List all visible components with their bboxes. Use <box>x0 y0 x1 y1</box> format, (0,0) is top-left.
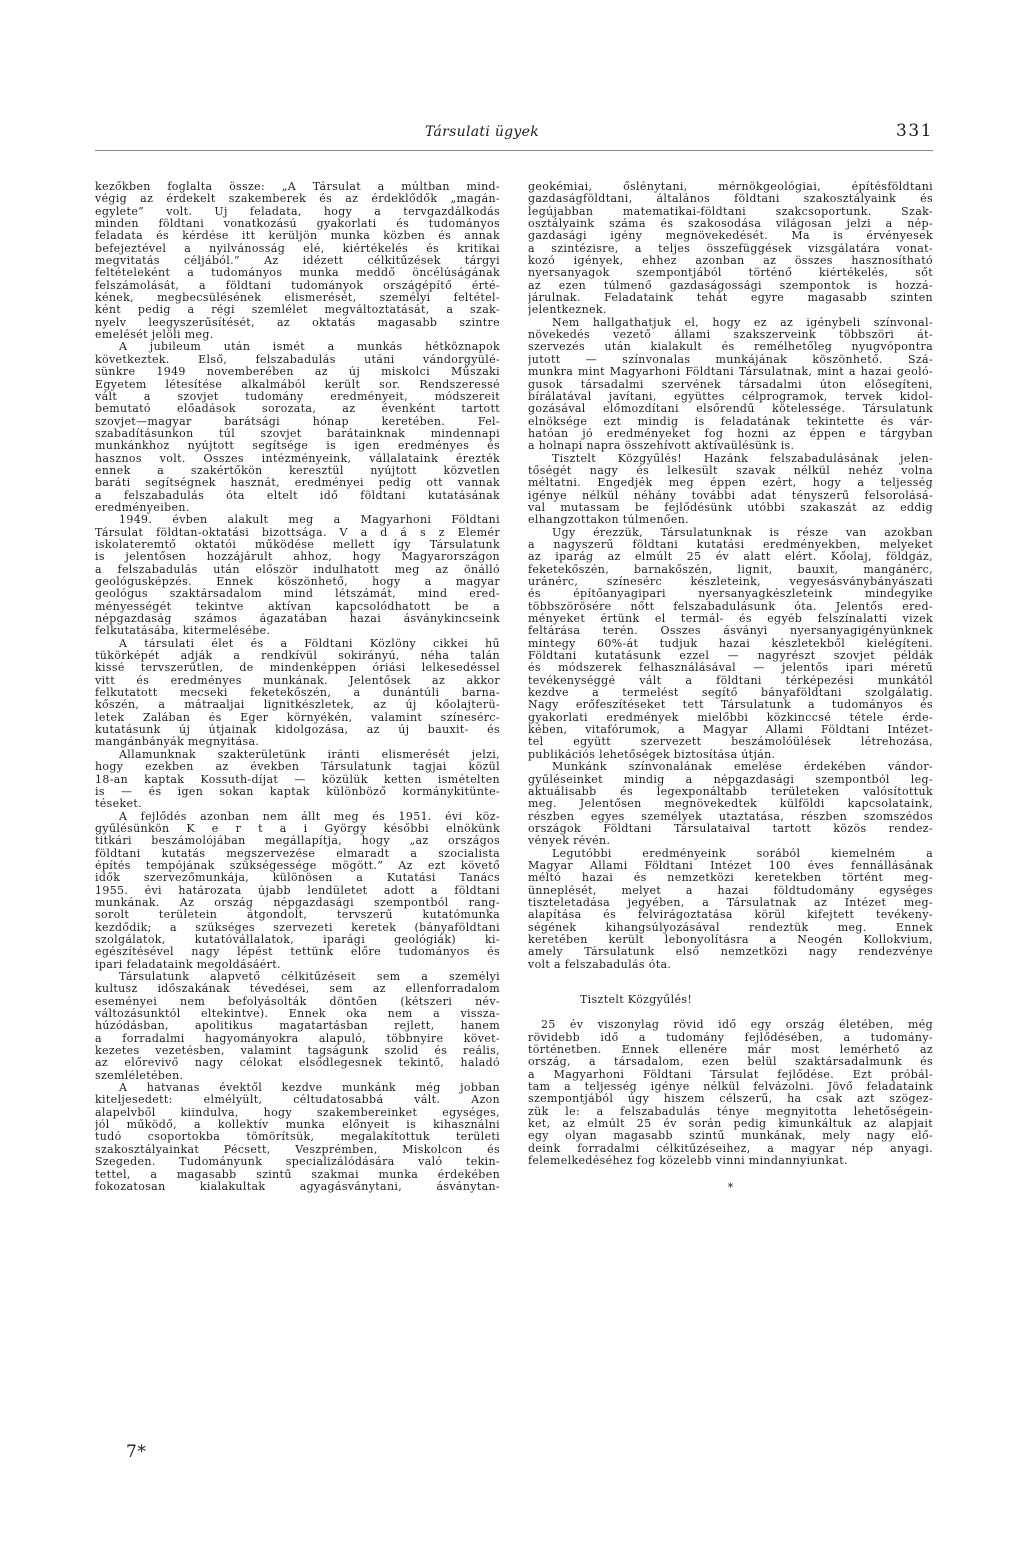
page-number: 331 <box>896 121 933 141</box>
text-line: Nem hallgathatjuk el, hogy ez az igénybeli színvonal- <box>552 316 933 329</box>
text-line: következtek. Első, felszabadulás utáni vándorgyülé- <box>95 353 500 366</box>
text-line: a forradalmi hagyományokra alapuló, többnyire követ- <box>95 1032 500 1045</box>
paragraph <box>95 811 500 971</box>
text-line: kezőkben foglalta össze: „A Társulat a múltban mind- <box>95 181 500 193</box>
text-line: Államunknak szakterületünk iránti elismerését jelzi, <box>119 748 500 761</box>
end-asterisk: * <box>727 1181 734 1195</box>
text-line: letek Zalában és Eger környékén, valamint színesérc- <box>95 711 500 724</box>
text-line: gyűlésünkön K e r t a i György későbbi elnökünk <box>95 822 500 835</box>
text-line: gazdaságföldtani, általános földtani szakosztályaink és <box>528 193 933 206</box>
text-line: felkutatásába, kitermelésébe. <box>95 625 271 638</box>
text-line: részben egyes személyek utaztatása, részben szomszédos <box>528 810 933 823</box>
text-line: kissé tervszerűtlen, de mindenképpen óriási lelkesedéssel <box>95 662 500 675</box>
text-line: geokémiai, őslénytani, mérnökgeológiai, építésföldtani <box>528 181 933 193</box>
text-line: munkra mint Magyarhoni Földtani Társulatnak, mint a hazai geoló- <box>528 366 933 379</box>
text-line: feladata és kérdése itt kerüljön munka közben és annak <box>95 230 500 243</box>
text-line: 25 év viszonylag rövid idő egy ország életében, még <box>541 1019 933 1032</box>
running-title: Társulati ügyek <box>424 124 540 140</box>
text-line: az iparág az elmúlt 25 év alatt elért. Kőolaj, földgáz, <box>528 551 933 564</box>
text-line: a felszabadulás óta eltelt idő földtani kutatásának <box>95 489 500 502</box>
header-rule <box>95 150 933 151</box>
right-column-body <box>528 181 933 971</box>
text-line: földtani kutatás megszervezése elmaradt a szocialista <box>95 847 500 860</box>
text-line: Magyar Állami Földtani Intézet 100 éves fennállásának <box>528 859 933 872</box>
text-line: hasznos volt. Összes intézményeink, vállalataink érezték <box>95 452 500 465</box>
text-line: Legutóbbi eredményeink sorából kiemelném a <box>552 847 933 860</box>
text-line: munkánkhoz nyújtott segítsége is igen eredményes és <box>95 440 500 453</box>
text-line: elnöksége ezt mindig is feladatának tekintette és vár- <box>528 415 933 428</box>
text-line: feltételeként a tudományos munka meddő öncélúságának <box>95 267 500 280</box>
text-line: az előrevivő nagy célokat elsődlegesnek tekintő, haladó <box>95 1057 500 1070</box>
text-line: a felszabadulás után először indulhatott meg az önálló <box>95 563 500 576</box>
text-line: igénye nélkül néhány további adat tényszerű felsorolásá- <box>528 489 933 502</box>
paragraph <box>528 848 933 971</box>
text-line: jól működő, a kollektív munka előnyeit is kihasználni <box>95 1119 500 1132</box>
text-line: alapelvből kiindulva, hogy szakembereinket egységes, <box>95 1106 500 1119</box>
text-line: mangánbányák megnyitása. <box>95 736 260 749</box>
text-line: bírálatával javítani, együttes célprogramok, tervek kidol- <box>528 390 933 403</box>
text-line: ket, az elmúlt 25 év során pedig kimunkáltuk az alapjait <box>528 1118 933 1131</box>
text-line: a szintézisre, a teljes összefüggések vizsgálatára vonat- <box>528 242 933 255</box>
paragraph <box>528 761 933 847</box>
text-line: ként pedig a régi szemlélet megváltoztatását, a szak- <box>95 304 500 317</box>
text-line: kezdve a termelést segítő bányaföldtani szolgálatig. <box>528 687 933 700</box>
paragraph <box>95 971 500 1082</box>
text-line: baráti segítségnek hasznát, eredményei pedig ott vannak <box>95 477 500 490</box>
text-line: szovjet—magyar barátsági hónap keretében. Fel- <box>95 415 500 428</box>
text-line: gozásával előmozdítani elsőrendű kötelessége. Társulatunk <box>528 403 933 416</box>
text-line: ipari feladataink megoldásáért. <box>95 958 281 971</box>
text-line: A fejlődés azonban nem állt meg és 1951. évi köz- <box>119 810 500 823</box>
text-line: Szegeden. Tudományunk specializálódására való tekin- <box>95 1156 500 1169</box>
text-line: minden földtani vonatkozású gyakorlati és tudományos <box>95 218 500 231</box>
right-column <box>528 181 933 1195</box>
paragraph <box>95 638 500 749</box>
text-line: országok Földtani Társulataival tartott közös rendez- <box>528 822 933 835</box>
paragraph <box>528 453 933 527</box>
text-line: méltatni. Engedjék meg éppen ezért, hogy a teljesség <box>528 477 933 490</box>
text-line: iskolateremtő oktatói működése mellett így Társulatunk <box>95 538 500 551</box>
section-heading: Tisztelt Közgyűlés! <box>580 993 693 1006</box>
text-line: tükörképét adják a rendkívül sokirányú, néha talán <box>95 650 500 663</box>
text-line: zük le: a felszabadulás ténye megnyitotta lehetőségein- <box>528 1105 933 1118</box>
text-line: egy olyan magasabb szintű munkának, mely nagy elő- <box>528 1130 933 1143</box>
text-line: felszámolását, a földtani tudományok országépítő érté- <box>95 279 500 292</box>
text-line: Munkánk színvonalának emelése érdekében vándor- <box>552 761 933 774</box>
text-line: tam a teljesség igénye nélkül felvázolni. Jövő feladataink <box>528 1081 933 1094</box>
text-line: Tisztelt Közgyűlés! Hazánk felszabadulásának jelen- <box>552 452 933 465</box>
text-line: feketekőszén, barnakőszén, lignit, bauxit, mangánérc, <box>528 563 933 576</box>
text-line: felkutatott mecseki feketekőszén, a dunántúli barna- <box>95 687 500 700</box>
text-line: növekedés vezető állami szakszerveink többszöri át- <box>528 329 933 342</box>
closing-section <box>528 1019 933 1167</box>
text-line: bemutató előadások sorozata, az évenként tartott <box>95 403 500 416</box>
text-line: titkári beszámolójában megállapítja, hogy „az országos <box>95 835 500 848</box>
text-line: meg. Jelentősen megnövekedtek külföldi kapcsolataink, <box>528 798 933 811</box>
text-line: szakosztályainkat Pécsett, Veszprémben, Miskolcon és <box>95 1143 500 1156</box>
text-line: szervezés után kialakult és remélhetőleg nyugvópontra <box>528 341 933 354</box>
text-line: kiteljesedett: elmélyült, céltudatosabbá vált. Azon <box>95 1094 500 1107</box>
text-line: ségének kihangsúlyozásával rendeztük meg. Ennek <box>528 921 933 934</box>
paragraph <box>528 527 933 762</box>
text-line: 1955. évi határozata újabb lendületet adott a földtani <box>95 884 500 897</box>
text-line: sünkre 1949 novemberében az új miskolci Műszaki <box>95 366 500 379</box>
text-line: A hatvanas évektől kezdve munkánk még jobban <box>119 1082 500 1095</box>
text-line: vált a szovjet tudomány eredményeit, módszereit <box>95 390 500 403</box>
text-line: szabadításunkon túl szovjet barátainknak mindennapi <box>95 427 500 440</box>
footer-signature-mark: 7* <box>126 1442 147 1462</box>
text-line: publikációs lehetőségek biztosítása útján. <box>528 748 776 761</box>
text-line: legújabban matematikai-földtani szakcsoportunk. Szak- <box>528 205 933 218</box>
text-line: ünneplését, melyet a hazai földtudomány egységes <box>528 884 933 897</box>
text-line: A társulati élet és a Földtani Közlöny cikkei hű <box>119 637 500 650</box>
text-line: tudó csoportokba tömörítsük, megalakítottuk területi <box>95 1131 500 1144</box>
text-line: sorolt területein átgondolt, tervszerű kutatómunka <box>95 909 500 922</box>
text-line: amely Társulatunk első nemzetközi nagy rendezvénye <box>528 946 933 959</box>
text-line: uránérc, színesérc készleteink, vegyesásványbányászati <box>528 576 933 588</box>
text-line: a holnapi napra összehívott aktívaülésünk is. <box>528 440 795 453</box>
text-line: építés tempójának szükségessége mögött.” Az ezt követő <box>95 859 500 872</box>
text-line: gyűléseinket mindig a népgazdasági szempontból leg- <box>528 773 933 786</box>
text-line: volt a felszabadulás óta. <box>528 958 672 971</box>
text-line: tel együtt szervezett beszámolóülések létrehozása, <box>528 736 933 749</box>
text-line: járulnak. Feladataink tehát egyre magasabb szinten <box>528 292 933 305</box>
text-line: szempontjából úgy hiszem célszerű, ha csak azt szögez- <box>528 1093 933 1106</box>
text-line: Úgy érezzük, Társulatunknak is része van azokban <box>552 526 933 539</box>
text-line: Társulat földtan-oktatási bizottsága. V a d á s z Elemér <box>95 526 500 539</box>
text-line: fokozatosan kialakultak agyagásványtani, ásványtan- <box>95 1180 500 1193</box>
text-line: és módszerek felhasználásával — jelentős ipari méretű <box>528 662 933 675</box>
text-line: megvitatás céljából.” Az idézett célkitűzések tárgyi <box>95 255 500 268</box>
text-line: gazdasági igény megnövekedését. Ma is érvényesek <box>528 230 933 243</box>
text-line: osztályaink száma és szakosodása világosan jelzi a nép- <box>528 218 933 231</box>
text-line: kőszén, a mátraaljai lignitkészletek, az új kőolajterü- <box>95 699 500 712</box>
text-line: mintegy 60%-át tudjuk hazai készletekből kielégíteni. <box>528 637 933 650</box>
text-line: téseket. <box>95 798 142 811</box>
text-line: ményességét tekintve aktívan kapcsolódhatott be a <box>95 600 500 613</box>
paragraph <box>95 181 500 341</box>
text-line: nyelv leegyszerűsítését, az oktatás magasabb szintre <box>95 316 500 329</box>
text-line: alapítása és felvirágoztatása körül kifejtett tevékeny- <box>528 909 933 922</box>
text-line: az ezen túlmenő gazdaságossági szempontok is hozzá- <box>528 279 933 292</box>
text-line: rövidebb idő a tudomány fejlődésében, a tudomány- <box>528 1031 933 1044</box>
text-line: húzódásban, apolitikus magatartásban rejlett, hanem <box>95 1020 500 1033</box>
text-line: végig az érdekelt szakemberek és az érdeklődők „magán- <box>95 193 500 206</box>
text-line: kezetes vezetésben, valamint tagságunk szolid és reális, <box>95 1045 500 1058</box>
text-line: egylete” volt. Új feladata, hogy a tervgazdálkodás <box>95 205 500 218</box>
paragraph <box>95 341 500 514</box>
text-line: Földtani kutatásunk ezzel — nagyrészt szovjet példák <box>528 650 933 663</box>
text-line: A jubileum után ismét a munkás hétköznapok <box>119 341 500 354</box>
text-line: idők szervezőmunkája, különösen a Kutatási Tanács <box>95 872 500 885</box>
text-line: is jelentősen hozzájárult ahhoz, hogy Magyarországon <box>95 551 500 564</box>
text-line: kozó igények, ehhez azonban az összes hasznosítható <box>528 255 933 268</box>
text-line: történetben. Ennek ellenére már most lemérhető az <box>528 1044 933 1057</box>
text-line: jelentkeznek. <box>528 304 607 317</box>
text-line: Társulatunk alapvető célkitűzéseit sem a személyi <box>119 971 500 983</box>
text-line: geológus szaktársadalom mind létszámát, mind ered- <box>95 588 500 601</box>
text-line: kében, vitafórumok, a Magyar Állami Földtani Intézet- <box>528 724 933 737</box>
text-line: keretében került lebonyolításra a Neogén Kollokvium, <box>528 933 933 946</box>
text-line: kének, megbecsülésének elismerését, személyi feltétel- <box>95 292 500 305</box>
paragraph <box>528 181 933 317</box>
left-column-body <box>95 181 500 1193</box>
text-line: hogy ezekben az években Társulatunk tagjai közül <box>95 761 500 774</box>
text-line: emelését jelöli meg. <box>95 329 214 342</box>
text-line: szemléletében. <box>95 1069 184 1082</box>
text-line: vitt és eredményes munkának. Jelentősek az akkor <box>95 674 500 687</box>
text-line: munkának. Az ország népgazdasági szempontból rang- <box>95 896 500 909</box>
text-line: 18-an kaptak Kossuth-díjat — közülük ketten ismételten <box>95 773 500 786</box>
text-line: nyersanyagok szempontjából történő kiértékelés, sőt <box>528 267 933 280</box>
text-line: jutott — színvonalas munkájának köszönhető. Szá- <box>528 353 933 366</box>
text-line: kultusz időszakának tévedései, sem az ellenforradalom <box>95 983 500 996</box>
paragraph <box>95 1082 500 1193</box>
text-line: kutatásunk új útjainak kidolgozása, az új bauxit- és <box>95 724 500 737</box>
text-line: tiszteletadása jegyében, a Társulatnak az Intézet meg- <box>528 896 933 909</box>
text-line: a Magyarhoni Földtani Társulat fejlődése. Ezt próbál- <box>528 1068 933 1081</box>
text-line: feltárása terén. Összes ásványi nyersanyagigényünknek <box>528 625 933 638</box>
text-line: Egyetem létesítése alkalmából került sor. Rendszeressé <box>95 378 500 391</box>
text-line: tőségét nagy és lelkesült szavak nélkül nehéz volna <box>528 464 933 477</box>
text-line: aktuálisabb és legexponáltabb területeken valósítottuk <box>528 785 933 798</box>
text-line: többszörösére nőtt felszabadulásunk óta. Jelentős ered- <box>528 600 933 613</box>
paragraph <box>95 514 500 637</box>
text-line: a nagyszerű földtani kutatási eredményekben, melyeket <box>528 538 933 551</box>
text-line: eredményeiben. <box>95 501 190 514</box>
text-line: felemelkedéséhez fog közelebb vinni mindannyiunkat. <box>528 1155 848 1168</box>
text-line: vények révén. <box>528 835 611 848</box>
text-line: elhangzottakon túlmenően. <box>528 514 689 527</box>
text-line: változásunktól eltekintve). Ennek oka nem a vissza- <box>95 1008 500 1021</box>
text-line: 1949. évben alakult meg a Magyarhoni Földtani <box>119 514 500 527</box>
text-line: Nagy erőfeszítéseket tett Társulatunk a tudományos és <box>528 699 933 712</box>
text-line: gyakorlati eredmények mielőbbi közkinccsé tétele érde- <box>528 711 933 724</box>
paragraph <box>95 749 500 811</box>
text-line: eseményei nem befolyásolták döntően (kétszeri név- <box>95 995 500 1008</box>
text-line: szolgálatok, kutatóvállalatok, iparági geológiák) ki- <box>95 933 500 946</box>
text-line: is — és igen sokan kaptak különböző kormánykitünte- <box>95 785 500 798</box>
paragraph <box>528 317 933 453</box>
text-line: val mutassam be fejlődésünk utóbbi szakaszát az eddig <box>528 501 933 514</box>
text-line: deink forradalmi célkitűzéseihez, a magyar nép anyagi. <box>528 1142 933 1155</box>
text-line: kezdődik; a szükséges szervezeti keretek (bányaföldtani <box>95 921 500 934</box>
text-line: tettel, a magasabb szintű szakmai munka érdekében <box>95 1168 500 1181</box>
text-line: befejeztével a nyilvánosság elé, kiértékelés és kritikai <box>95 242 500 255</box>
left-column <box>95 181 500 1193</box>
text-line: egészítésével nagy lépést tettünk előre tudományos és <box>95 946 500 959</box>
text-line: tevékenységgé vált a földtani térképezési munkától <box>528 674 933 687</box>
text-line: gusok társadalmi szervének társadalmi úton elősegíteni, <box>528 378 933 391</box>
text-line: méltó hazai és nemzetközi keretekben történt meg- <box>528 872 933 885</box>
text-line: ményeket értünk el termál- és egyéb felszínalatti vizek <box>528 613 933 626</box>
text-line: hatóan jó eredményeket fog hozni az éppen e tárgyban <box>528 427 933 440</box>
paragraph <box>528 1019 933 1167</box>
text-line: ország, a társadalom, ezen belül szaktársadalmunk és <box>528 1056 933 1069</box>
text-line: geológusképzés. Ennek köszönhető, hogy a magyar <box>95 576 500 588</box>
text-line: ennek a szakértőkön keresztül nyújtott közvetlen <box>95 464 500 477</box>
text-line: népgazdaság számos ágazatában hazai ásványkincseink <box>95 613 500 626</box>
text-line: és építőanyagipari nyersanyagkészleteink mindegyike <box>528 588 933 601</box>
